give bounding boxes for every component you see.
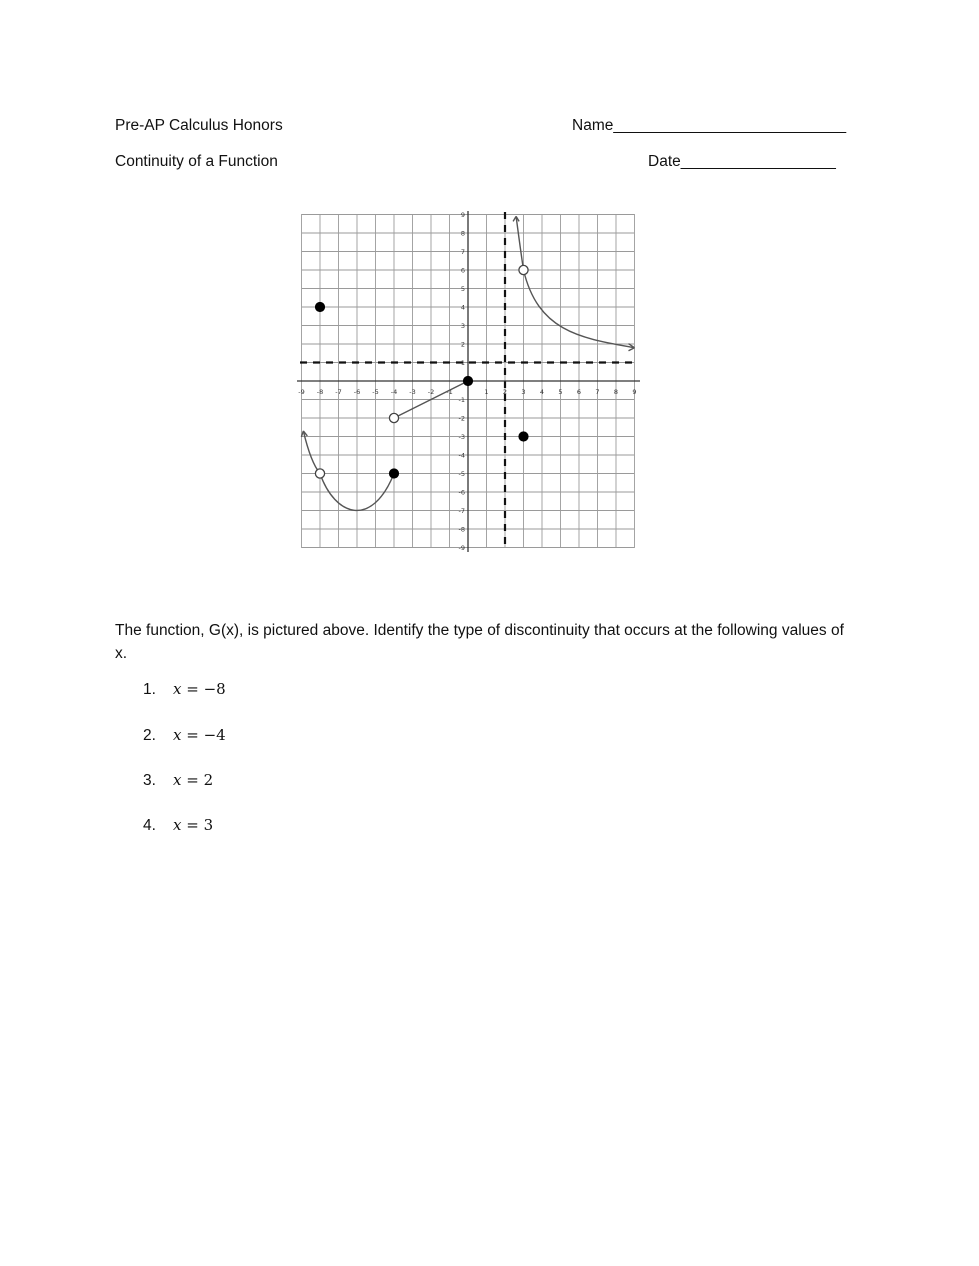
x-tick-label: 2 [502, 388, 508, 396]
course-title: Pre-AP Calculus Honors [115, 117, 283, 134]
question-2 [143, 725, 226, 746]
question-number: 4. [143, 817, 156, 834]
x-tick-label: -7 [335, 388, 342, 396]
y-tick-label: 6 [460, 266, 465, 275]
y-tick-label: 1 [460, 359, 465, 367]
question-value: 2 [203, 771, 214, 789]
y-tick-label: 3 [460, 322, 465, 330]
curve-left-tail [303, 431, 320, 474]
y-tick-label: 9 [460, 211, 465, 219]
x-tick-label: 5 [558, 388, 563, 396]
name-field: Name___________________________ [572, 117, 847, 134]
y-tick-label: -7 [458, 507, 465, 515]
x-tick-label: -5 [372, 388, 379, 396]
open-point [315, 469, 324, 478]
x-tick-label: -1 [446, 388, 453, 396]
x-tick-label: -2 [427, 388, 435, 396]
x-tick-label: 3 [521, 388, 526, 396]
date-field: Date__________________ [648, 153, 836, 170]
function-points [315, 265, 528, 478]
y-tick-label: -2 [458, 414, 465, 423]
question-relation: = [181, 816, 204, 834]
question-variable: x [173, 680, 182, 698]
x-tick-label: -6 [353, 388, 361, 396]
x-tick-label: 8 [613, 388, 619, 396]
x-tick-label: -4 [390, 388, 398, 396]
closed-point [389, 469, 398, 478]
closed-point [519, 432, 528, 441]
x-tick-label: -8 [316, 388, 324, 396]
x-tick-label: 9 [632, 388, 637, 396]
y-tick-label: -6 [458, 488, 465, 497]
open-point [519, 265, 528, 274]
function-graph [296, 210, 642, 556]
x-tick-label: 1 [484, 388, 489, 396]
y-tick-label: 4 [460, 303, 465, 312]
question-value: 3 [203, 816, 214, 834]
x-tick-label: -3 [409, 388, 416, 396]
y-tick-label: 2 [460, 340, 465, 349]
prompt-text: The function, G(x), is pictured above. Identify the type of discontinuity that occurs at the following values of x. [115, 622, 844, 662]
y-tick-label: 5 [460, 285, 465, 293]
question-1 [143, 679, 226, 700]
y-tick-label: -5 [458, 470, 465, 478]
x-tick-label: 6 [576, 388, 582, 396]
question-variable: x [173, 771, 182, 789]
x-tick-label: -9 [298, 388, 305, 396]
question-relation: = [181, 680, 204, 698]
question-number: 2. [143, 727, 156, 744]
question-relation: = [181, 771, 204, 789]
open-point [389, 413, 398, 422]
question-number: 3. [143, 772, 156, 789]
question-variable: x [173, 726, 182, 744]
x-tick-label: 4 [539, 388, 545, 396]
x-tick-label: 7 [595, 388, 600, 396]
y-tick-label: 8 [460, 229, 465, 238]
question-3 [143, 770, 213, 791]
question-value: −4 [203, 726, 226, 744]
curve-upper-tail [516, 216, 523, 270]
closed-point [315, 302, 324, 311]
question-number: 1. [143, 681, 156, 698]
y-tick-label: 7 [460, 248, 465, 256]
topic-title: Continuity of a Function [115, 153, 278, 170]
question-variable: x [173, 816, 182, 834]
question-value: −8 [203, 680, 226, 698]
y-tick-label: -9 [458, 544, 465, 552]
question-relation: = [181, 726, 204, 744]
question-4 [143, 815, 213, 836]
y-tick-label: -1 [458, 396, 465, 404]
y-tick-label: -3 [458, 433, 465, 441]
closed-point [463, 376, 472, 385]
y-tick-label: -8 [458, 525, 465, 534]
y-tick-label: -4 [458, 451, 465, 460]
